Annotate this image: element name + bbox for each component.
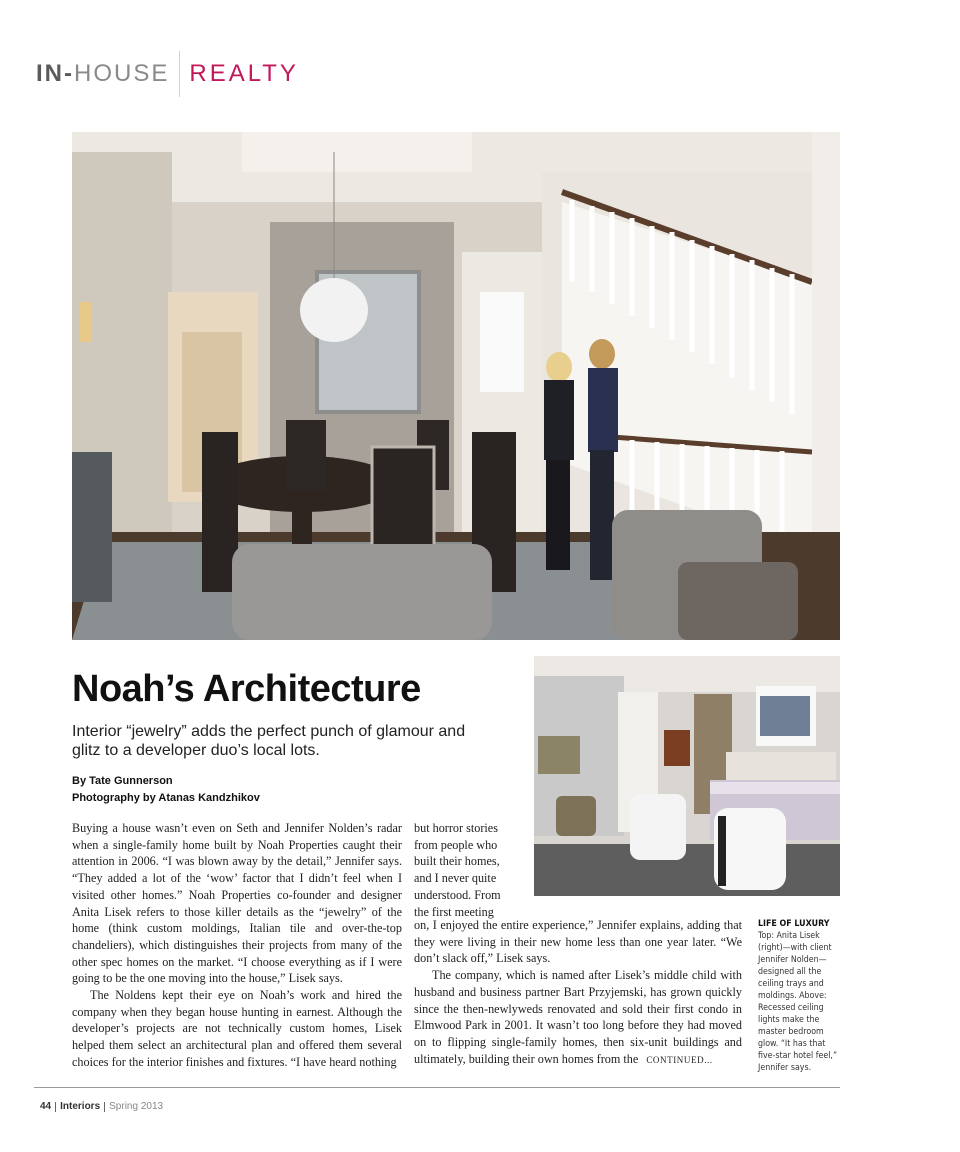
- issue-date: Spring 2013: [109, 1101, 164, 1112]
- paragraph: but horror stories from people who built their homes, and I never quite understood. From the first meeting: [414, 821, 501, 919]
- masthead: [36, 50, 299, 98]
- paragraph: Buying a house wasn’t even on Seth and Jennifer Nolden’s radar when a single-family home built by Noah Properties caught their attention in 2006. “I was blown away by the detail,” Jennifer says. “They added a lot of the ‘wow’ factor that I didn’t feel when I visited other homes.” Noah Properties co-founder and designer Anita Lisek refers to those killer details as the “jewelry” of the home (think custom moldings, Italian tile and over-the-top chandeliers), which distinguishes their projects from many of the other spec homes on the market. “I choose everything as if I were going to be the one moving into the house,” Lisek says.: [72, 821, 402, 986]
- magazine-name: Interiors: [60, 1101, 101, 1112]
- byline-block: [72, 773, 260, 807]
- continued-marker: CONTINUED...: [646, 1054, 713, 1065]
- article-column-2-narrow: [414, 820, 512, 920]
- paragraph: on, I enjoyed the entire experience,” Jennifer explains, adding that they were living in their new home less than one year later. “We don’t slack off,” Lisek says.: [414, 918, 742, 966]
- photo-credit: Photography by Atanas Kandzhikov: [72, 792, 260, 804]
- brand-realty: REALTY: [189, 60, 299, 87]
- page-number: 44: [40, 1101, 52, 1112]
- footer-divider: [104, 1102, 105, 1112]
- article-headline: Noah’s Architecture: [72, 668, 421, 710]
- bedroom-photo: [534, 656, 840, 896]
- paragraph: The company, which is named after Lisek’s middle child with husband and business partner Bart Przyjemski, has grown quickly since the then-newlyweds renovated and sold their first condo in Elmwood Park in 2001. It wasn’t too long before they had moved on to flipping single-family homes, then six-unit buildings and ultimately, building their own homes from the CONTINUED...: [414, 968, 742, 1066]
- hero-photo-dining-room: [72, 132, 840, 640]
- article-column-2-wide: [414, 917, 742, 1068]
- photo-caption: [758, 918, 837, 1074]
- footer-rule: [34, 1087, 840, 1088]
- brand-in-house: IN-HOUSE: [36, 60, 170, 87]
- brand-divider: [179, 51, 180, 97]
- caption-text: Top: Anita Lisek (right)—with client Jennifer Nolden—designed all the ceiling trays and moldings. Above: Recessed ceiling lights make the master bedroom glow. “It has that five-star hotel feel,” Jennifer says.: [758, 931, 838, 1073]
- caption-title: LIFE OF LUXURY: [758, 919, 830, 929]
- article-column-1: [72, 820, 402, 1071]
- article-dek: Interior “jewelry” adds the perfect punch of glamour and glitz to a developer duo’s local lots.: [72, 723, 466, 759]
- footer-divider: [55, 1102, 56, 1112]
- author-byline: By Tate Gunnerson: [72, 775, 173, 787]
- paragraph: The Noldens kept their eye on Noah’s work and hired the company when they began house hunting in earnest. Although the developer’s projects are not technically custom homes, Lisek helped them select an architectural plan and offered them several choices for the interior finishes and fixtures. “I have heard nothing: [72, 988, 402, 1069]
- page-footer: [40, 1101, 163, 1112]
